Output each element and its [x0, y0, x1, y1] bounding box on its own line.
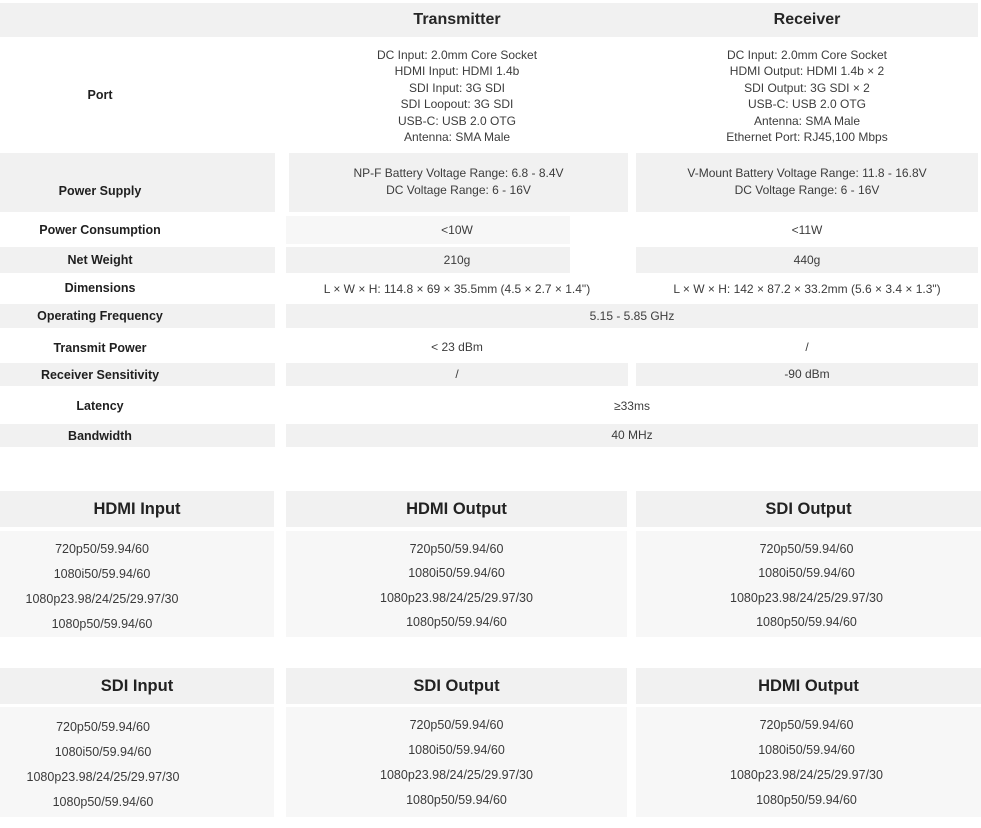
net-weight-receiver: 440g	[636, 247, 978, 273]
format-item: 1080i50/59.94/60	[758, 566, 855, 581]
format-title-sdi-output: SDI Output	[636, 491, 981, 527]
port-receiver: DC Input: 2.0mm Core Socket HDMI Output: HDMI 1.4b × 2 SDI Output: 3G SDI × 2 USB-C: USB 2.0 OTG Antenna: SMA Male Ethernet Port: RJ45,100 Mbps	[726, 47, 888, 144]
row-label-latency: Latency	[76, 399, 124, 413]
format-item: 1080p23.98/24/25/29.97/30	[730, 590, 883, 605]
header-receiver: Receiver	[773, 11, 841, 28]
format-item: 1080p23.98/24/25/29.97/30	[380, 590, 533, 605]
power-supply-transmitter: NP-F Battery Voltage Range: 6.8 - 8.4V DC Voltage Range: 6 - 16V	[289, 153, 628, 212]
row-label-port: Port	[87, 88, 113, 102]
format-title-hdmi-output: HDMI Output	[286, 491, 627, 527]
format-item: 1080p23.98/24/25/29.97/30	[380, 768, 533, 782]
format-item: 1080p50/59.94/60	[756, 615, 857, 630]
format-title-sdi-input: SDI Input	[0, 668, 274, 704]
format-item: 720p50/59.94/60	[759, 541, 854, 556]
format-title-hdmi-output: HDMI Output	[636, 668, 981, 704]
format-item: 720p50/59.94/60	[409, 541, 504, 556]
format-list-sdi-output	[636, 531, 981, 637]
latency-value: ≥33ms	[614, 398, 650, 413]
receiver-sensitivity-transmitter: /	[286, 363, 628, 386]
format-item: 1080p23.98/24/25/29.97/30	[25, 592, 179, 606]
format-item: 1080p50/59.94/60	[52, 795, 154, 809]
format-item: 1080i50/59.94/60	[408, 566, 505, 581]
format-item: 1080p23.98/24/25/29.97/30	[26, 770, 180, 784]
dimensions-receiver: L × W × H: 142 × 87.2 × 33.2mm (5.6 × 3.4 × 1.3")	[673, 281, 941, 296]
format-item: 1080p50/59.94/60	[51, 617, 153, 631]
row-label-power-supply: Power Supply	[58, 184, 142, 198]
bandwidth-value: 40 MHz	[286, 424, 978, 447]
receiver-sensitivity-receiver: -90 dBm	[636, 363, 978, 386]
power-consumption-transmitter: <10W	[441, 222, 473, 237]
format-list-hdmi-output	[286, 531, 627, 637]
transmit-power-transmitter: < 23 dBm	[431, 340, 483, 355]
format-item: 1080p23.98/24/25/29.97/30	[730, 768, 883, 782]
row-label-net-weight: Net Weight	[67, 253, 133, 267]
row-label-receiver-sensitivity: Receiver Sensitivity	[40, 367, 160, 382]
format-item: 1080p50/59.94/60	[406, 793, 507, 807]
port-transmitter: DC Input: 2.0mm Core Socket HDMI Input: HDMI 1.4b SDI Input: 3G SDI SDI Loopout: 3G SDI USB-C: USB 2.0 OTG Antenna: SMA Male	[376, 47, 538, 144]
format-item: 1080i50/59.94/60	[53, 567, 151, 581]
format-item: 1080i50/59.94/60	[54, 745, 152, 759]
format-item: 1080p50/59.94/60	[406, 615, 507, 630]
format-item: 720p50/59.94/60	[409, 718, 504, 732]
format-title-sdi-output: SDI Output	[286, 668, 627, 704]
format-item: 720p50/59.94/60	[56, 720, 150, 734]
power-supply-receiver: V-Mount Battery Voltage Range: 11.8 - 16.8V DC Voltage Range: 6 - 16V	[636, 153, 978, 212]
format-list-sdi-output	[286, 707, 627, 817]
row-label-power-consumption: Power Consumption	[39, 223, 161, 237]
row-label-bandwidth: Bandwidth	[68, 428, 132, 443]
format-item: 1080i50/59.94/60	[408, 743, 505, 757]
format-list-sdi-input	[0, 707, 274, 817]
row-label-transmit-power: Transmit Power	[53, 340, 147, 355]
format-title-hdmi-input: HDMI Input	[0, 491, 274, 527]
operating-frequency-value: 5.15 - 5.85 GHz	[286, 304, 978, 328]
format-item: 1080p50/59.94/60	[756, 793, 857, 807]
format-item: 720p50/59.94/60	[759, 718, 854, 732]
format-list-hdmi-input	[0, 531, 274, 637]
row-label-operating-frequency: Operating Frequency	[37, 309, 163, 323]
transmit-power-receiver: /	[805, 340, 809, 355]
format-item: 1080i50/59.94/60	[758, 743, 855, 757]
power-consumption-receiver: <11W	[791, 222, 823, 237]
row-label-dimensions: Dimensions	[64, 281, 136, 295]
dimensions-transmitter: L × W × H: 114.8 × 69 × 35.5mm (4.5 × 2.7 × 1.4")	[323, 281, 591, 296]
net-weight-transmitter: 210g	[443, 252, 471, 267]
format-item: 720p50/59.94/60	[55, 542, 149, 556]
header-transmitter: Transmitter	[413, 11, 501, 28]
format-list-hdmi-output	[636, 707, 981, 817]
